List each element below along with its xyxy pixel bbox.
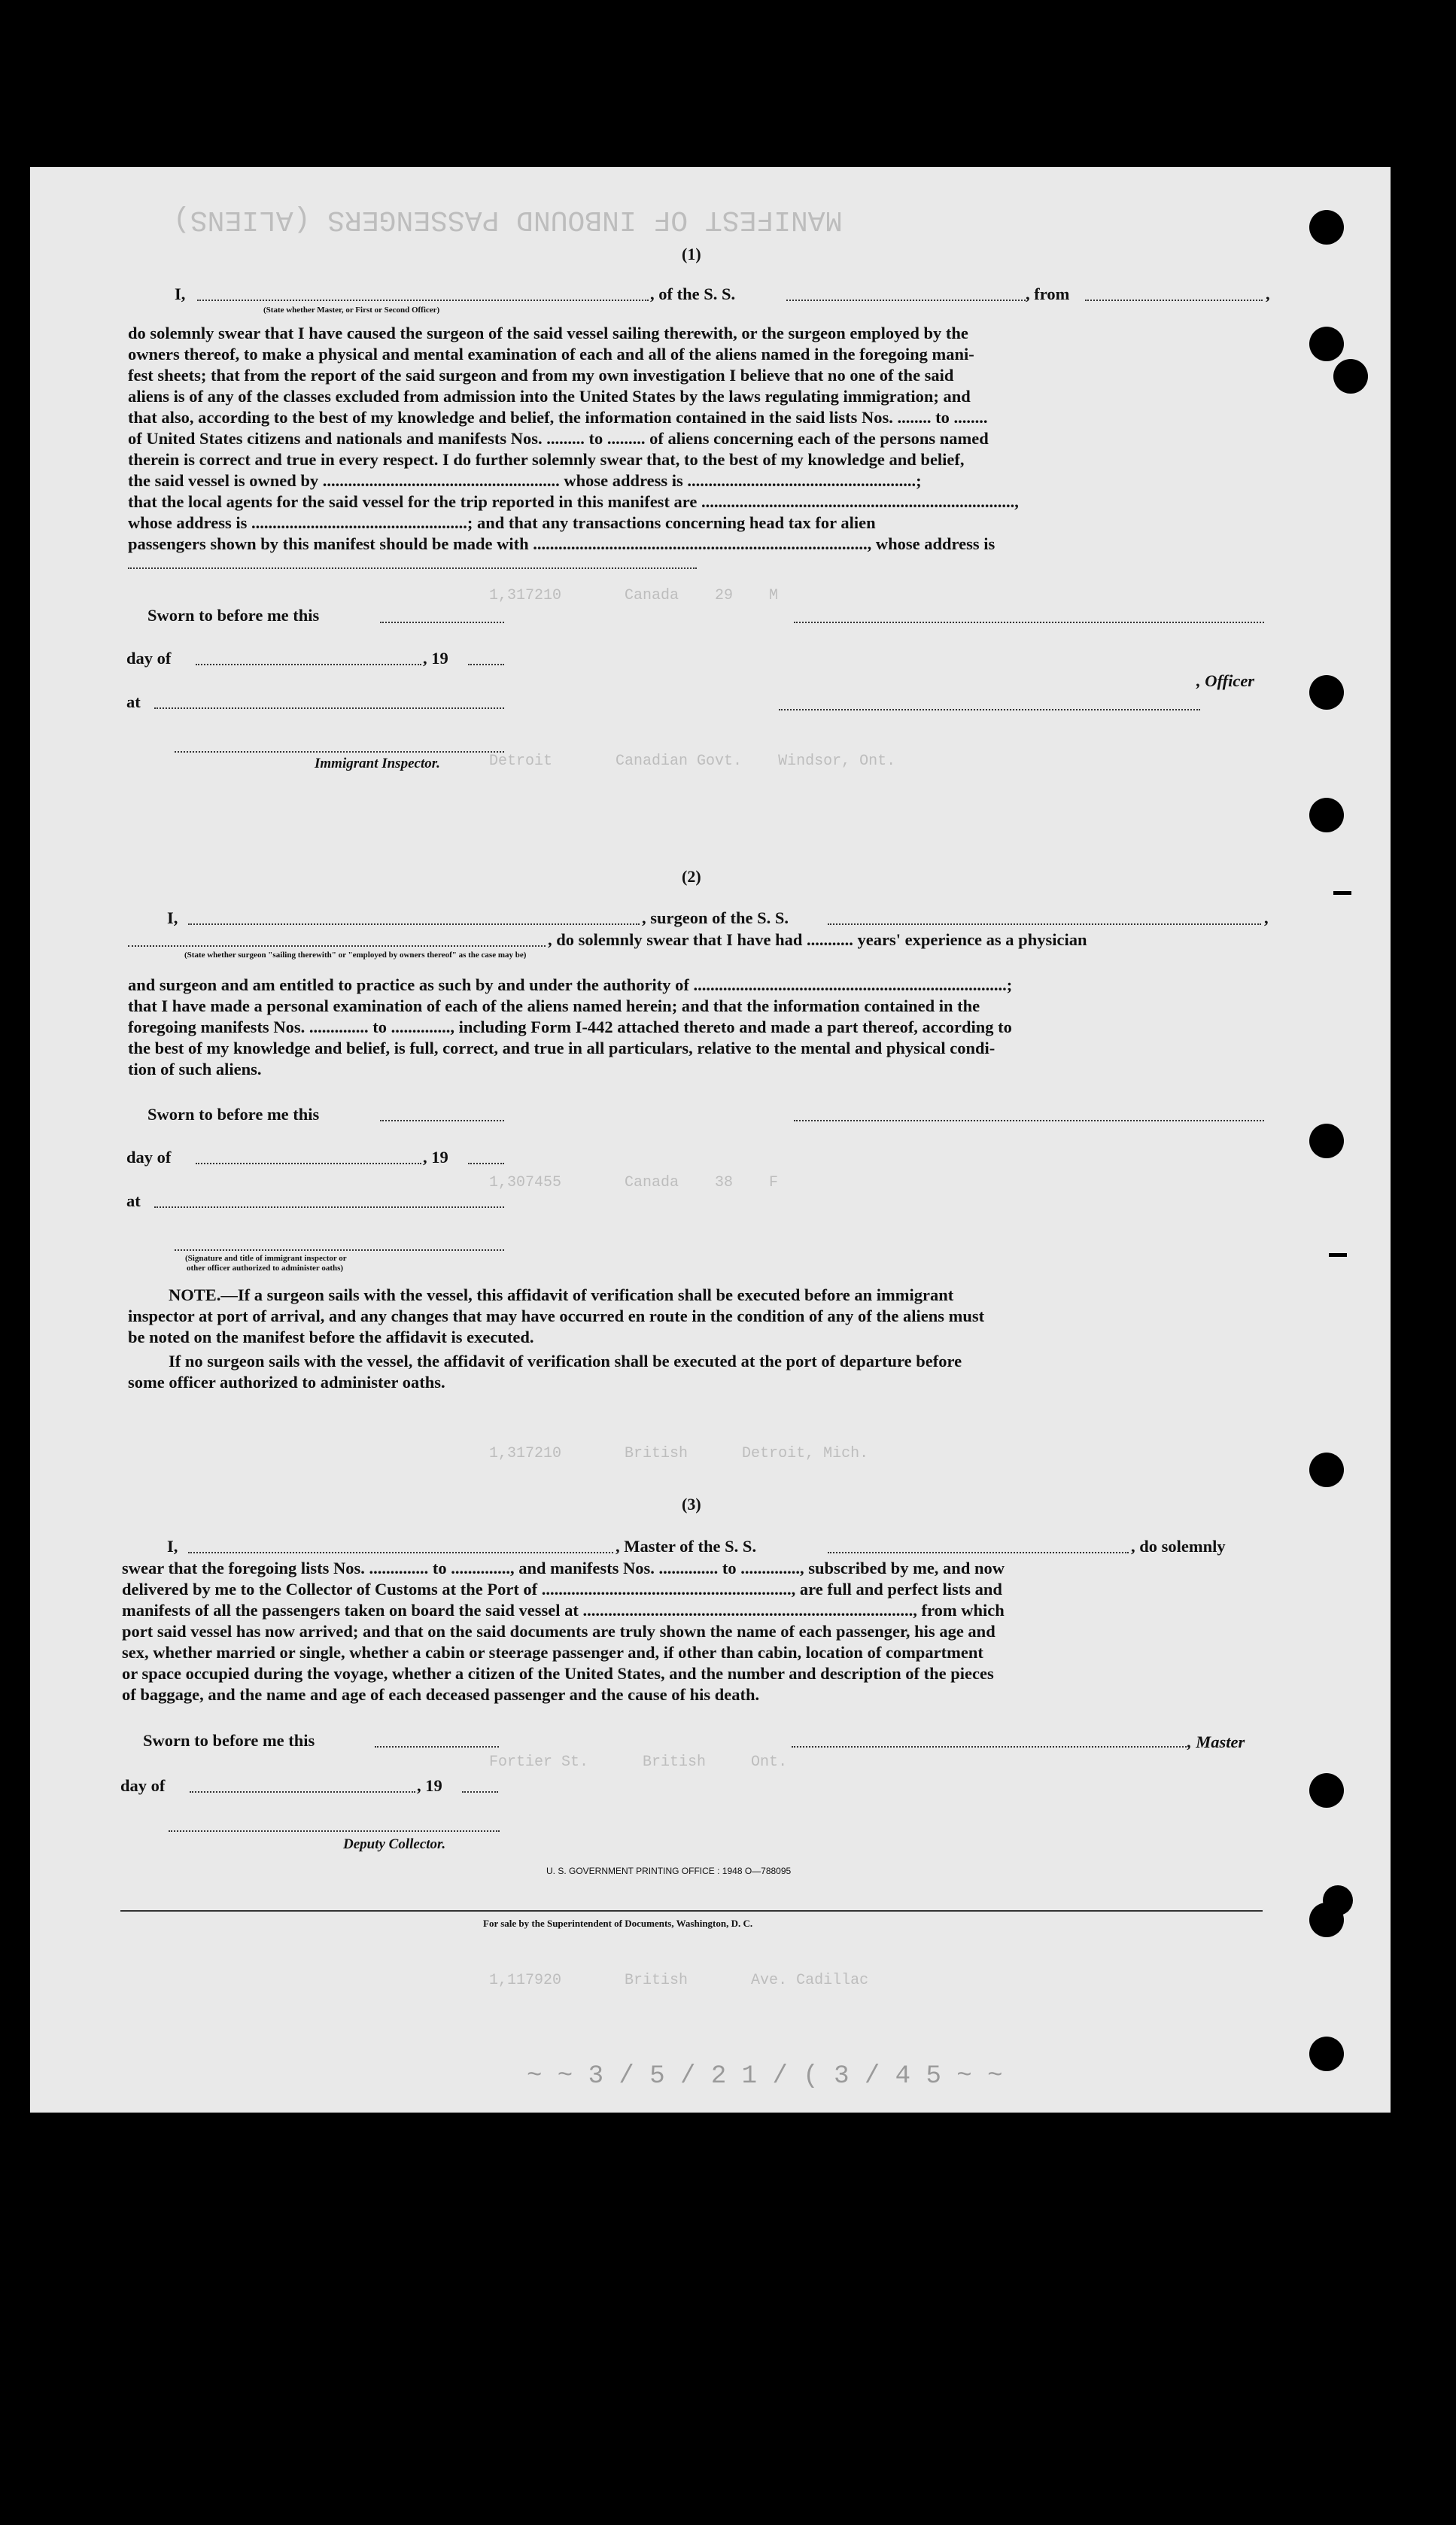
- sec3-sworn-field: [375, 1746, 499, 1748]
- sec1-inspector-label: Immigrant Inspector.: [315, 756, 440, 771]
- sec1-year-field: [468, 664, 504, 665]
- section-2-heading: (2): [682, 867, 701, 886]
- bleed-through-text: Detroit Canadian Govt. Windsor, Ont.: [489, 753, 896, 770]
- bleed-through-text: 1,317210 Canada 29 M: [489, 587, 779, 604]
- sec2-day-label: day of: [126, 1148, 172, 1167]
- section-1-heading: (1): [682, 245, 701, 263]
- sec1-inspector-field: [175, 751, 504, 753]
- sec3-deputy-label: Deputy Collector.: [343, 1836, 446, 1852]
- bleed-through-text: 1,117920 British Ave. Cadillac: [489, 1972, 869, 1989]
- sec3-line1-end: , do solemnly: [1131, 1537, 1226, 1556]
- text-line: of baggage, and the name and age of each deceased passenger and the cause of his death.: [122, 1685, 760, 1704]
- text-line: passengers shown by this manifest should be made with ..............................................................................., whose address is: [128, 534, 995, 553]
- sec3-year-field: [462, 1791, 498, 1793]
- punch-hole: [1309, 1773, 1344, 1808]
- sec2-inspector-field: [175, 1249, 504, 1251]
- sec3-year-label: , 19: [417, 1776, 442, 1795]
- sec2-sworn-label: Sworn to before me this: [147, 1105, 320, 1124]
- sec1-officer-note: (State whether Master, or First or Second Officer): [263, 306, 440, 315]
- text-line: fest sheets; that from the report of the said surgeon and from my own investigation I believe that no one of the said: [128, 366, 954, 385]
- sec1-at-field: [154, 707, 504, 709]
- sec2-line1-comma: ,: [1264, 908, 1269, 927]
- punch-hole: [1309, 327, 1344, 361]
- sec1-day-label: day of: [126, 649, 172, 668]
- sec2-surgeon-field: [188, 923, 640, 925]
- bleed-through-text: 1,317210 British Detroit, Mich.: [489, 1445, 869, 1462]
- sec1-signature-field: [794, 622, 1264, 623]
- text-line: do solemnly swear that I have caused the surgeon of the said vessel sailing therewith, or the surgeon employed by the: [128, 324, 968, 342]
- sec3-signature-field: [792, 1746, 1187, 1748]
- text-line: that the local agents for the said vessel for the trip reported in this manifest are ..........................................................................,: [128, 492, 1019, 511]
- sec1-sworn-label: Sworn to before me this: [147, 606, 320, 625]
- text-line: foregoing manifests Nos. .............. to .............., including Form I-442 attached thereto and made a part thereof, according to: [128, 1018, 1012, 1036]
- sec2-year-label: , 19: [423, 1148, 448, 1167]
- text-line: swear that the foregoing lists Nos. .............. to .............., and manifests Nos. .............. to .............., subscribed by me, and now: [122, 1559, 1005, 1577]
- footer-sale-note: For sale by the Superintendent of Documents, Washington, D. C.: [483, 1918, 753, 1929]
- text-line: of United States citizens and nationals and manifests Nos. ......... to ......... of aliens concerning each of the persons named: [128, 429, 989, 448]
- text-line: manifests of all the passengers taken on board the said vessel at .............................................................................., from which: [122, 1601, 1005, 1620]
- sec1-officer-field: [197, 300, 649, 301]
- text-line: owners thereof, to make a physical and mental examination of each and all of the aliens named in the foregoing mani-: [128, 345, 974, 364]
- sec2-year-field: [468, 1163, 504, 1164]
- text-line: therein is correct and true in every respect. I do further solemnly swear that, to the best of my knowledge and belief,: [128, 450, 965, 469]
- text-line: aliens is of any of the classes excluded from admission into the United States by the laws regulating immigration; and: [128, 387, 971, 406]
- sec3-sworn-label: Sworn to before me this: [143, 1731, 315, 1750]
- sec3-day-field: [190, 1791, 415, 1793]
- punch-hole: [1309, 798, 1344, 832]
- sec2-day-field: [196, 1163, 421, 1164]
- bleed-through-header: MANIFEST OF INBOUND PASSENGERS (ALIENS): [173, 203, 843, 236]
- sec2-status-note: (State whether surgeon "sailing therewith" or "employed by owners thereof" as the case may be): [184, 951, 527, 960]
- sec2-sig-note-1: (Signature and title of immigrant inspector or: [185, 1254, 347, 1263]
- gpo-imprint: U. S. GOVERNMENT PRINTING OFFICE : 1948 O—788095: [546, 1866, 792, 1876]
- sec2-sworn-field: [380, 1120, 504, 1121]
- sec1-address-field: [128, 567, 697, 569]
- edge-mark: [1329, 1253, 1347, 1257]
- punch-hole: [1309, 1124, 1344, 1158]
- sec2-line1-ss: , surgeon of the S. S.: [642, 908, 789, 927]
- sec3-deputy-field: [169, 1830, 500, 1832]
- text-line: If no surgeon sails with the vessel, the affidavit of verification shall be executed at the port of departure before: [169, 1352, 962, 1370]
- sec3-ship-field: [828, 1552, 1129, 1553]
- punch-hole: [1309, 2037, 1344, 2071]
- text-line: the said vessel is owned by ........................................................ whose address is ......................................................;: [128, 471, 922, 490]
- text-line: and surgeon and am entitled to practice as such by and under the authority of ..........................................................................;: [128, 975, 1013, 994]
- footer-rule: [120, 1910, 1263, 1912]
- sec2-ship-field: [828, 923, 1261, 925]
- text-line: inspector at port of arrival, and any changes that may have occurred en route in the condition of any of the aliens must: [128, 1307, 985, 1325]
- sec3-line1-ss: , Master of the S. S.: [616, 1537, 757, 1556]
- text-line: sex, whether married or single, whether a cabin or steerage passenger and, if other than cabin, location of compartment: [122, 1643, 983, 1662]
- sec2-line1-i: I,: [167, 908, 178, 927]
- sec3-day-label: day of: [120, 1776, 166, 1795]
- punch-hole: [1309, 1453, 1344, 1487]
- bleed-through-text: Fortier St. British Ont.: [489, 1754, 788, 1771]
- sec2-status-field: [128, 945, 546, 947]
- sec3-master-field: [188, 1552, 613, 1553]
- text-line: that I have made a personal examination of each of the aliens named herein; and that the information contained in the: [128, 996, 980, 1015]
- text-line: whose address is ...................................................; and that any transactions concerning head tax for alien: [128, 513, 876, 532]
- sec1-line1-comma: ,: [1266, 284, 1270, 303]
- sec2-at-label: at: [126, 1191, 141, 1210]
- text-line: that also, according to the best of my knowledge and belief, the information contained in the said lists Nos. ........ to ........: [128, 408, 988, 427]
- text-line: or space occupied during the voyage, whether a citizen of the United States, and the number and description of the pieces: [122, 1664, 994, 1683]
- text-line: NOTE.—If a surgeon sails with the vessel, this affidavit of verification shall be executed before an immigrant: [169, 1285, 954, 1304]
- punch-hole: [1309, 210, 1344, 245]
- sec1-ship-field: [786, 300, 1026, 301]
- sec2-signature-field: [794, 1120, 1264, 1121]
- sec2-line2: , do solemnly swear that I have had ........... years' experience as a physician: [548, 930, 1087, 949]
- sec2-sig-note-2: other officer authorized to administer oaths): [187, 1264, 344, 1273]
- sec2-at-field: [154, 1206, 504, 1208]
- text-line: some officer authorized to administer oaths.: [128, 1373, 445, 1392]
- sec3-line1-i: I,: [167, 1537, 178, 1556]
- punch-hole: [1309, 675, 1344, 710]
- text-line: tion of such aliens.: [128, 1060, 262, 1078]
- text-line: be noted on the manifest before the affidavit is executed.: [128, 1328, 534, 1346]
- sec1-line1-from: , from: [1026, 284, 1070, 303]
- text-line: delivered by me to the Collector of Customs at the Port of ..........................................................., are full and perfect lists and: [122, 1580, 1002, 1599]
- sec1-day-field: [196, 664, 421, 665]
- sec1-line1-ss: , of the S. S.: [650, 284, 736, 303]
- edge-mark: [1333, 891, 1351, 895]
- sec1-officer-sign-field: [779, 692, 1200, 710]
- section-3-heading: (3): [682, 1495, 701, 1513]
- sec1-sworn-field: [380, 622, 504, 623]
- sec3-master-label: , Master: [1187, 1733, 1245, 1751]
- sec1-from-field: [1085, 300, 1263, 301]
- punch-hole: [1333, 359, 1368, 394]
- text-line: the best of my knowledge and belief, is full, correct, and true in all particulars, relative to the mental and physical condi-: [128, 1039, 995, 1057]
- sec1-at-label: at: [126, 692, 141, 711]
- sec1-officer-label: , Officer: [1196, 671, 1255, 690]
- text-line: port said vessel has now arrived; and that on the said documents are truly shown the name of each passenger, his age and: [122, 1622, 995, 1641]
- punch-hole: [1323, 1885, 1353, 1915]
- bleed-through-text: 1,307455 Canada 38 F: [489, 1174, 779, 1191]
- sec1-line1-i: I,: [175, 284, 186, 303]
- bleed-through-handwriting: ~ ~ 3 / 5 / 2 1 / ( 3 / 4 5 ~ ~: [527, 2062, 1003, 2091]
- sec1-year-label: , 19: [423, 649, 448, 668]
